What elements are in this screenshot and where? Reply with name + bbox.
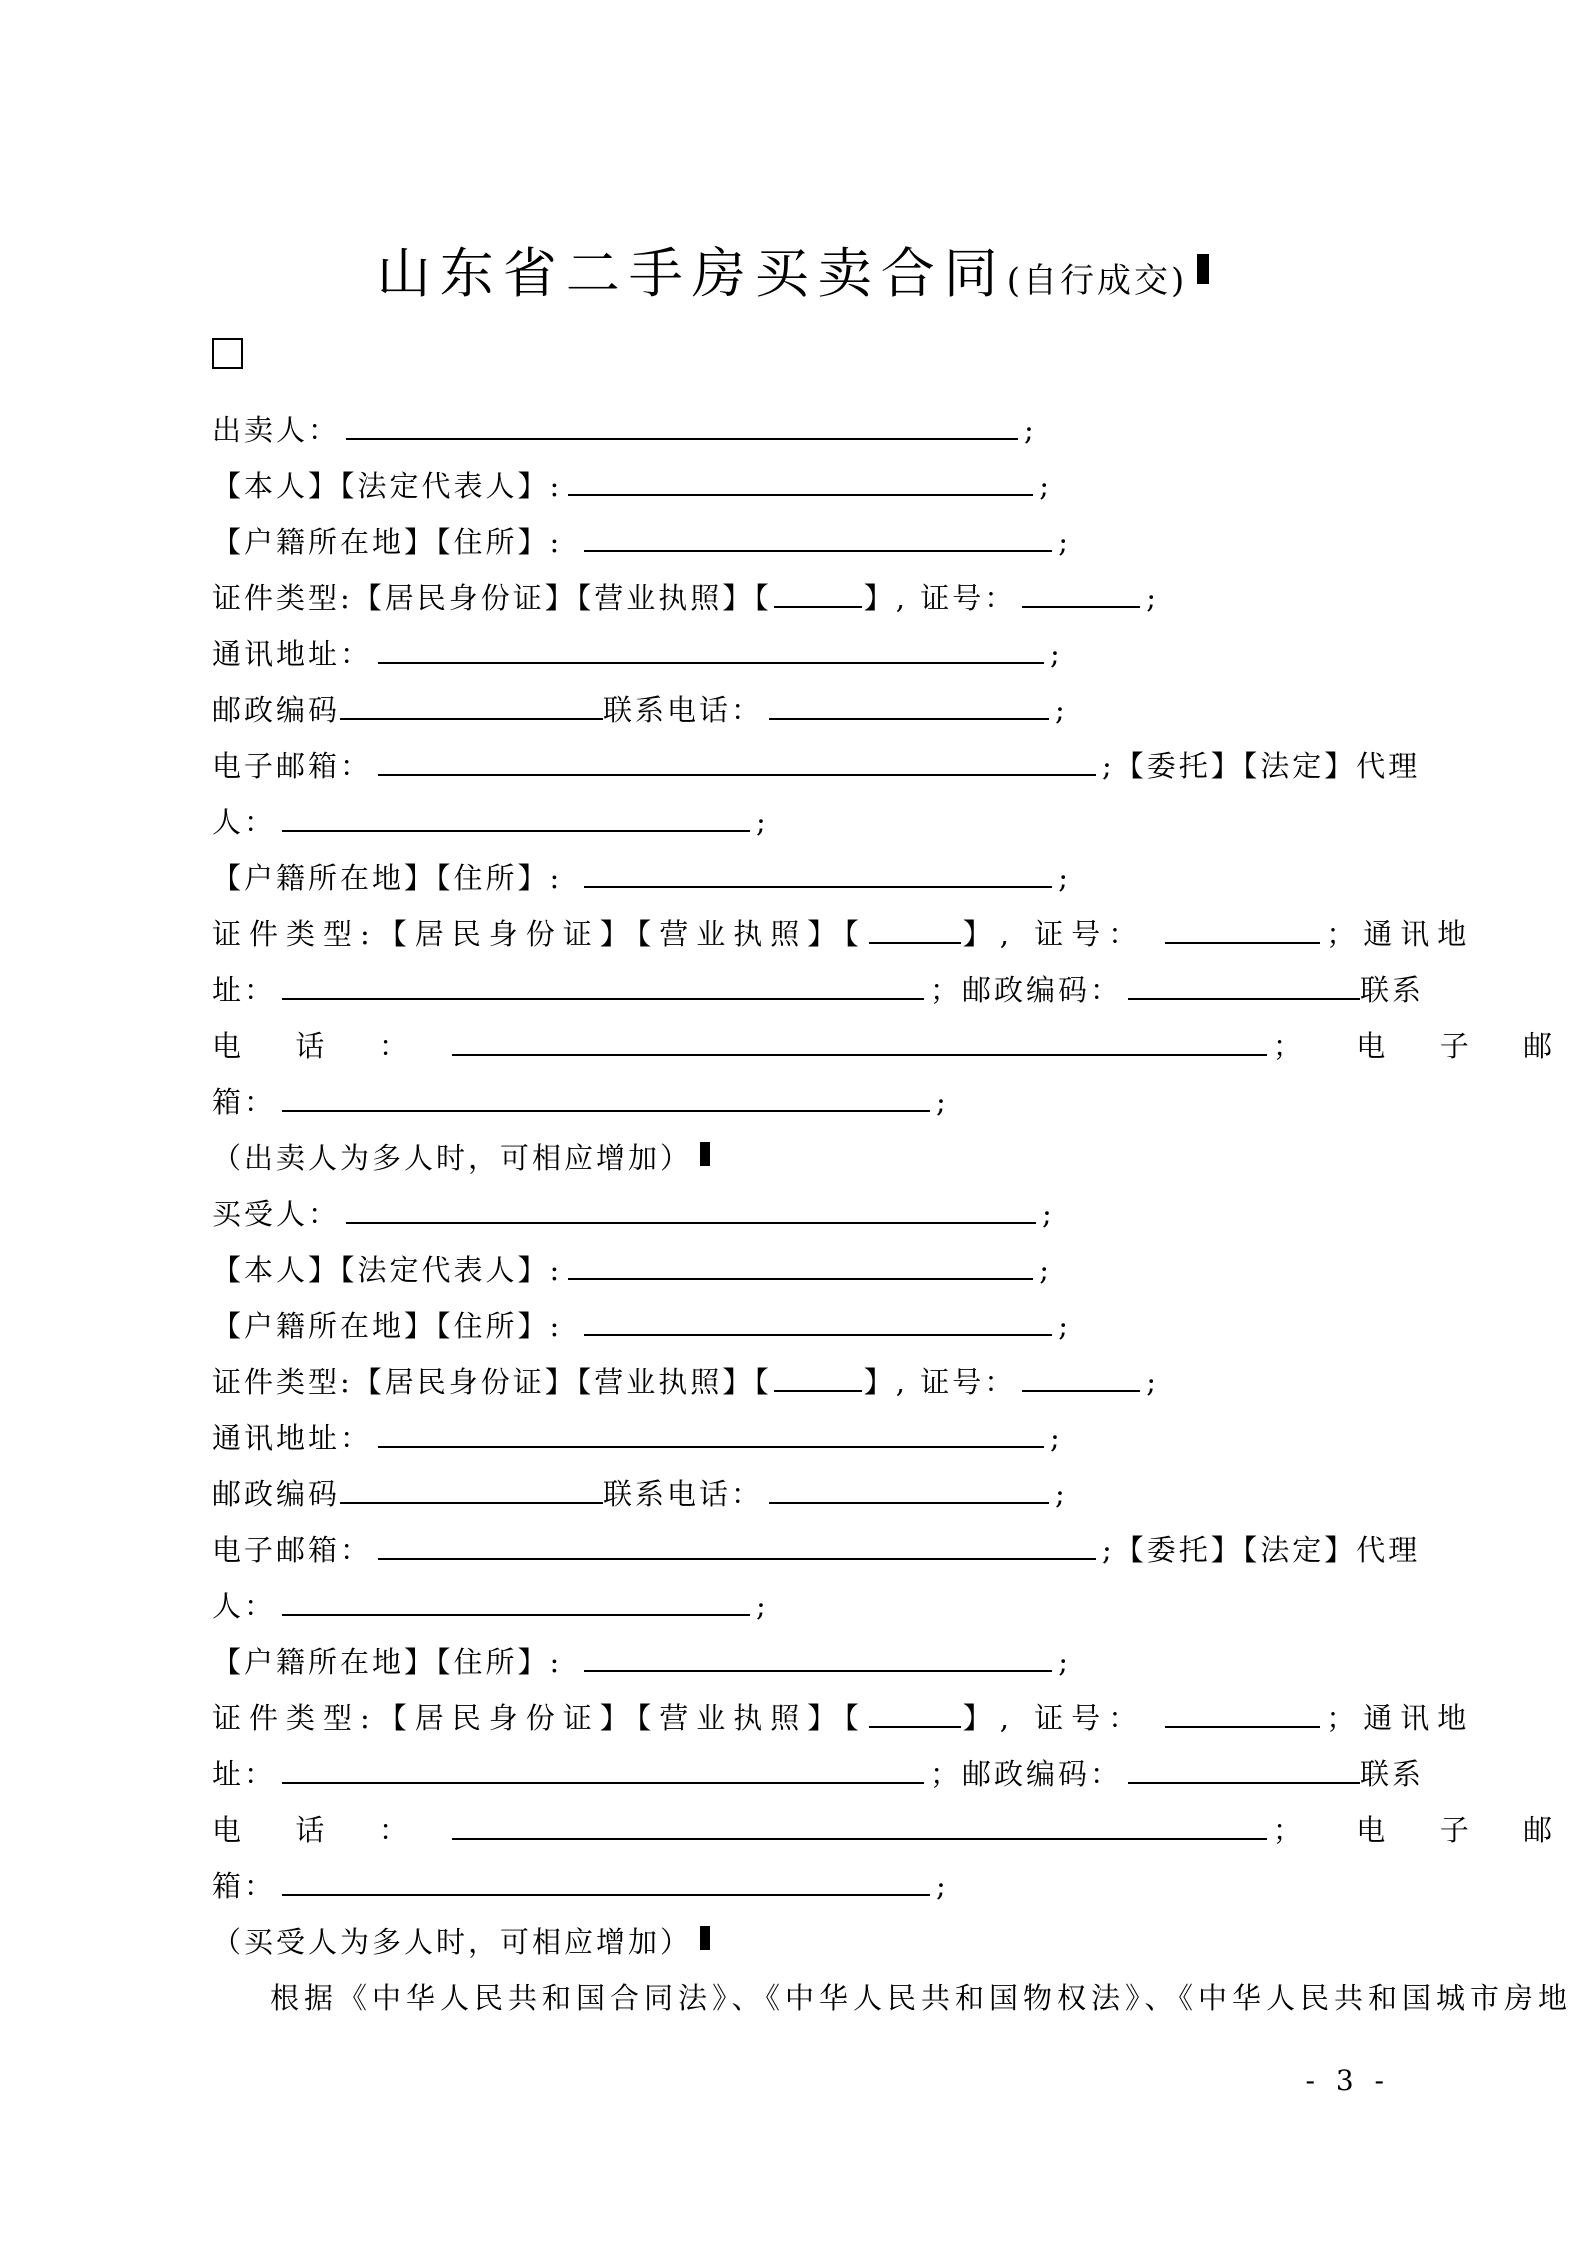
end-mark — [700, 1142, 710, 1166]
seller-id-line — [212, 578, 1159, 618]
field-label: 【户籍所在地】【住所】: — [212, 861, 563, 895]
field-label: 人： — [212, 1589, 277, 1623]
field-label: 电子邮箱： — [212, 749, 373, 783]
field-label: ; — [1024, 413, 1037, 447]
seller-agent-blank[interactable] — [282, 806, 750, 832]
buyer-email-line — [212, 1530, 1420, 1570]
seller-agent-domicile-line — [212, 858, 1071, 898]
seller-agent-email-line — [212, 1082, 949, 1122]
seller-name-line — [212, 410, 1037, 450]
field-label: 人： — [212, 805, 277, 839]
seller-address-blank[interactable] — [378, 638, 1044, 664]
field-label: 址： — [212, 973, 277, 1007]
end-mark — [1197, 254, 1209, 284]
field-label: ； 电 子 邮 — [1272, 1813, 1565, 1847]
field-label: 证件类型:【居民身份证】【营业执照】【 — [212, 1365, 772, 1399]
field-label: 】, 证号： — [962, 917, 1146, 951]
field-label: ; — [1039, 1253, 1053, 1287]
field-label: 电 话 ： — [212, 1029, 420, 1063]
field-label: ；通讯地 — [1326, 917, 1475, 951]
field-label: ；邮政编码： — [930, 1757, 1123, 1791]
seller-email-line — [212, 746, 1420, 786]
seller-email-blank[interactable] — [378, 750, 1096, 776]
field-label: 箱： — [212, 1869, 277, 1903]
buyer-agent-blank[interactable] — [282, 1590, 750, 1616]
seller-id-num-blank[interactable] — [1022, 582, 1140, 608]
field-label: 联系电话： — [603, 1477, 764, 1511]
field-label: 电 话 ： — [212, 1813, 420, 1847]
buyer-address-line — [212, 1418, 1063, 1458]
seller-agent-id-num-blank[interactable] — [1165, 918, 1320, 944]
buyer-agent-postcode-blank[interactable] — [1128, 1758, 1360, 1784]
seller-agent-address-blank[interactable] — [282, 974, 924, 1000]
field-label: ；邮政编码： — [930, 973, 1123, 1007]
buyer-name-line — [212, 1194, 1055, 1234]
field-label: （买受人为多人时，可相应增加） — [212, 1925, 693, 1959]
buyer-name-blank[interactable] — [346, 1198, 1036, 1224]
field-label: 证件类型:【居民身份证】【营业执照】【 — [212, 917, 867, 951]
buyer-postcode-line — [212, 1474, 1068, 1514]
buyer-postcode-blank[interactable] — [340, 1478, 603, 1504]
field-label: ;【委托】【法定】代理 — [1102, 749, 1421, 783]
buyer-rep-line — [212, 1250, 1052, 1290]
buyer-agent-domicile-line — [212, 1642, 1071, 1682]
field-label: 证件类型:【居民身份证】【营业执照】【 — [212, 1701, 867, 1735]
field-label: ; — [1146, 1365, 1159, 1399]
field-label: ; — [936, 1869, 949, 1903]
buyer-agent-address-line — [212, 1754, 1424, 1794]
seller-domicile-line — [212, 522, 1071, 562]
seller-postcode-blank[interactable] — [340, 694, 603, 720]
end-mark — [700, 1926, 710, 1950]
seller-address-line — [212, 634, 1063, 674]
field-label: ；通讯地 — [1326, 1701, 1475, 1735]
seller-agent-address-line — [212, 970, 1424, 1010]
field-label: ; — [1058, 525, 1072, 559]
seller-name-blank[interactable] — [346, 414, 1018, 440]
field-label: 联系 — [1360, 1757, 1425, 1791]
buyer-address-blank[interactable] — [378, 1422, 1044, 1448]
seller-agent-id-line — [212, 914, 1474, 954]
field-label: 邮政编码 — [212, 693, 341, 727]
field-label: ; — [1039, 469, 1053, 503]
basis-paragraph: 根据《中华人民共和国合同法》、《中华人民共和国物权法》、《中华人民共和国城市房地 — [270, 1981, 1573, 2015]
field-label: ； 电 子 邮 — [1272, 1029, 1565, 1063]
buyer-agent-id-type-blank[interactable] — [869, 1702, 961, 1728]
field-label: ; — [1058, 1309, 1072, 1343]
seller-agent-phone-blank[interactable] — [452, 1030, 1267, 1056]
buyer-agent-domicile-blank[interactable] — [584, 1646, 1052, 1672]
field-label: 】, 证号： — [863, 581, 1017, 615]
buyer-note — [212, 1922, 710, 1962]
buyer-agent-line — [212, 1586, 769, 1626]
field-label: ; — [1055, 1477, 1068, 1511]
seller-rep-line — [212, 466, 1052, 506]
field-label: ; — [1050, 1421, 1063, 1455]
field-label: 【户籍所在地】【住所】: — [212, 1645, 563, 1679]
field-label: 通讯地址： — [212, 1421, 373, 1455]
seller-agent-line — [212, 802, 769, 842]
field-label: 通讯地址： — [212, 637, 373, 671]
buyer-domicile-blank[interactable] — [584, 1310, 1052, 1336]
field-label: （出卖人为多人时，可相应增加） — [212, 1141, 693, 1175]
field-label: ; — [1058, 1645, 1072, 1679]
checkbox[interactable] — [212, 338, 243, 369]
seller-agent-id-type-blank[interactable] — [869, 918, 961, 944]
buyer-phone-blank[interactable] — [769, 1478, 1049, 1504]
buyer-email-blank[interactable] — [378, 1534, 1096, 1560]
seller-agent-postcode-blank[interactable] — [1128, 974, 1360, 1000]
field-label: ;【委托】【法定】代理 — [1102, 1533, 1421, 1567]
field-label: 】, 证号： — [863, 1365, 1017, 1399]
field-label: ; — [936, 1085, 949, 1119]
field-label: ; — [756, 1589, 769, 1623]
field-label: 证件类型:【居民身份证】【营业执照】【 — [212, 581, 772, 615]
seller-agent-phone-line — [212, 1026, 1564, 1066]
field-label: ; — [1050, 637, 1063, 671]
field-label: 出卖人： — [212, 413, 341, 447]
buyer-id-type-blank[interactable] — [774, 1366, 862, 1392]
field-label: 联系电话： — [603, 693, 764, 727]
field-label: ; — [1042, 1197, 1055, 1231]
buyer-domicile-line — [212, 1306, 1071, 1346]
field-label: ; — [1146, 581, 1159, 615]
field-label: ; — [756, 805, 769, 839]
field-label: 电子邮箱： — [212, 1533, 373, 1567]
field-label: 【本人】【法定代表人】: — [212, 1253, 563, 1287]
buyer-agent-phone-line — [212, 1810, 1564, 1850]
title-main: 山东省二手房买卖合同 — [376, 242, 1007, 305]
field-label: 买受人： — [212, 1197, 341, 1231]
seller-agent-email-blank[interactable] — [282, 1086, 930, 1112]
buyer-agent-id-line — [212, 1698, 1474, 1738]
field-label: ; — [1055, 693, 1068, 727]
seller-domicile-blank[interactable] — [584, 526, 1052, 552]
page-number: - 3 - — [1305, 2064, 1390, 2097]
field-label: 邮政编码 — [212, 1477, 341, 1511]
seller-phone-blank[interactable] — [769, 694, 1049, 720]
buyer-rep-blank[interactable] — [568, 1254, 1033, 1280]
buyer-agent-address-blank[interactable] — [282, 1758, 924, 1784]
buyer-id-num-blank[interactable] — [1022, 1366, 1140, 1392]
field-label: 】, 证号： — [962, 1701, 1146, 1735]
field-label: 箱： — [212, 1085, 277, 1119]
seller-agent-domicile-blank[interactable] — [584, 862, 1052, 888]
buyer-agent-email-blank[interactable] — [282, 1870, 930, 1896]
field-label: ; — [1058, 861, 1072, 895]
seller-postcode-line — [212, 690, 1068, 730]
document-title — [0, 238, 1586, 317]
buyer-agent-email-line — [212, 1866, 949, 1906]
field-label: 址： — [212, 1757, 277, 1791]
buyer-id-line — [212, 1362, 1159, 1402]
field-label: 【户籍所在地】【住所】: — [212, 1309, 563, 1343]
buyer-agent-phone-blank[interactable] — [452, 1814, 1267, 1840]
title-sub: (自行成交) — [1006, 261, 1188, 301]
field-label: 联系 — [1360, 973, 1425, 1007]
field-label: 【本人】【法定代表人】: — [212, 469, 563, 503]
seller-note — [212, 1138, 710, 1178]
field-label: 【户籍所在地】【住所】: — [212, 525, 563, 559]
seller-id-type-blank[interactable] — [774, 582, 862, 608]
buyer-agent-id-num-blank[interactable] — [1165, 1702, 1320, 1728]
seller-rep-blank[interactable] — [568, 470, 1033, 496]
